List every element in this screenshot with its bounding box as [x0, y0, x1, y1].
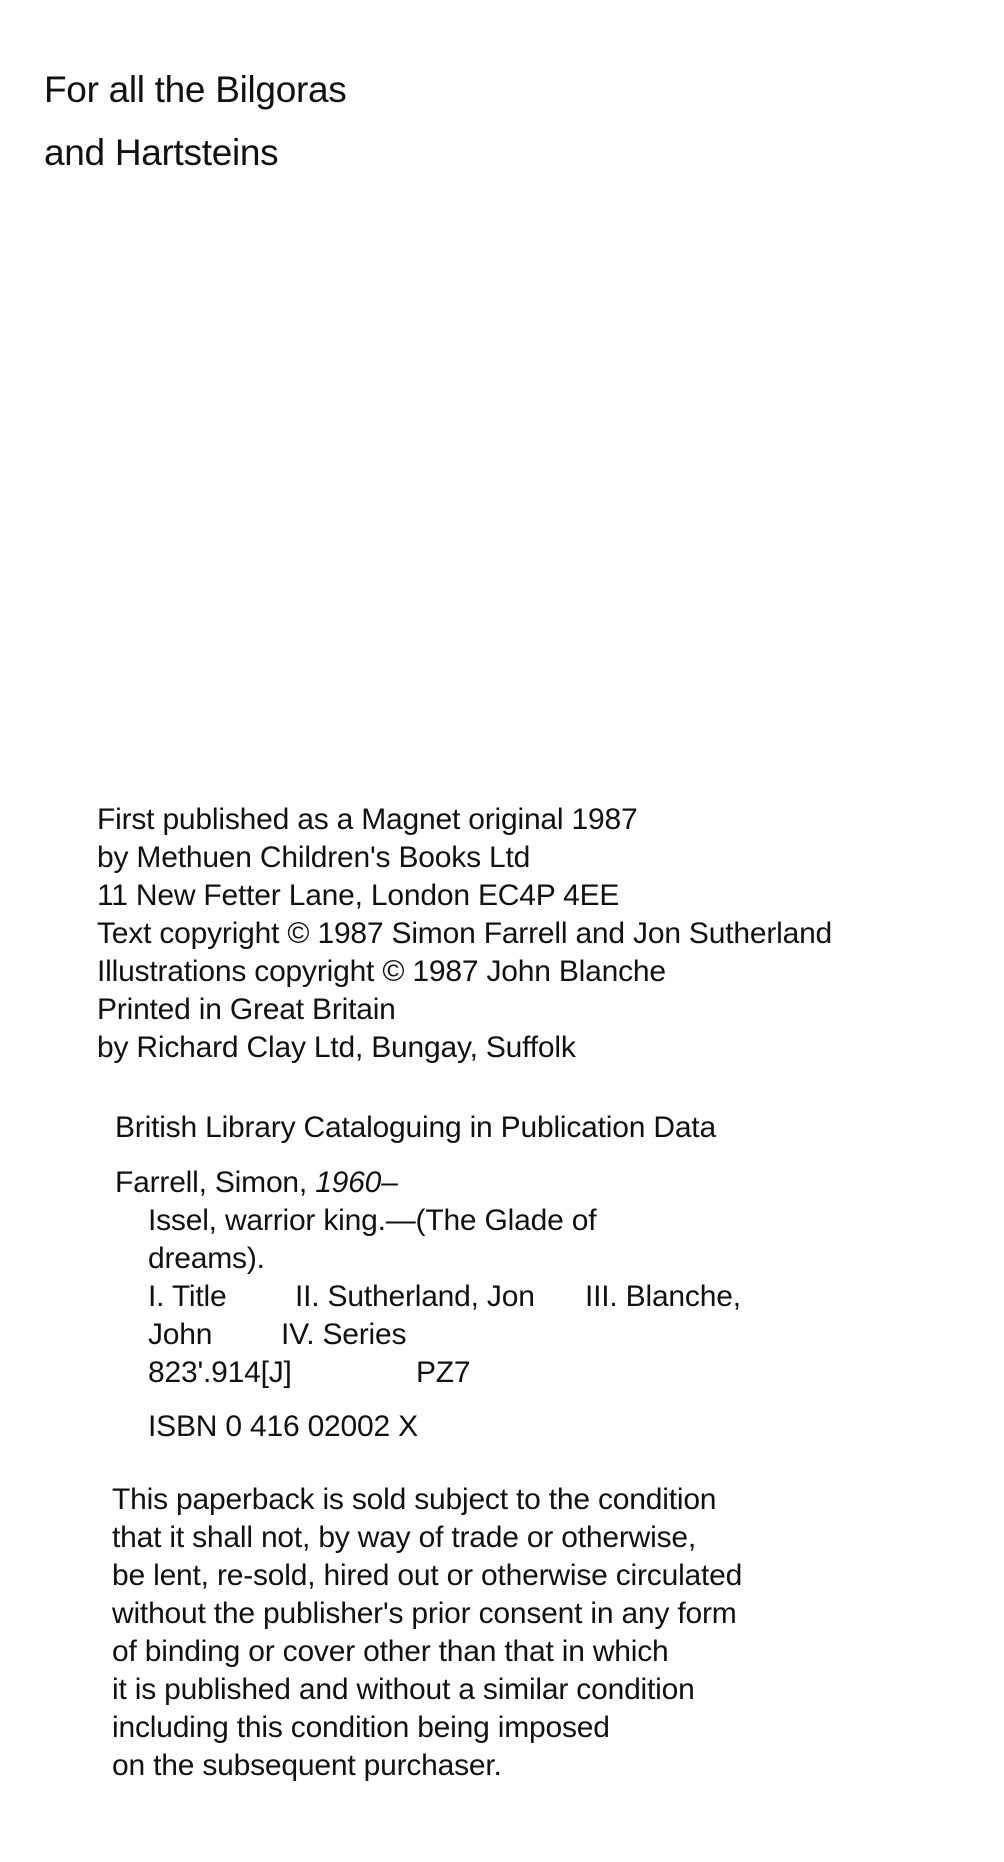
- cip-heading: [115, 1109, 716, 1147]
- cip-entry: IV. Series: [281, 1318, 407, 1351]
- condition-line: without the publisher's prior consent in any form: [112, 1597, 737, 1630]
- cip-lc-class: PZ7: [416, 1356, 471, 1389]
- cip-author-year: 1960–: [315, 1166, 398, 1199]
- condition-line: of binding or cover other than that in which: [112, 1635, 669, 1668]
- cip-record: [115, 1164, 741, 1392]
- condition-line: including this condition being imposed: [112, 1711, 610, 1744]
- condition-line: on the subsequent purchaser.: [112, 1749, 502, 1782]
- cip-entries-row: [115, 1278, 741, 1316]
- condition-line: it is published and without a similar condition: [112, 1673, 695, 1706]
- imprint-line: First published as a Magnet original 1987: [97, 803, 638, 836]
- condition-line: This paperback is sold subject to the condition: [112, 1483, 717, 1516]
- cip-classification-row: [115, 1354, 741, 1392]
- dedication-line: and Hartsteins: [44, 132, 279, 173]
- imprint-line: Illustrations copyright © 1987 John Blanche: [97, 955, 666, 988]
- isbn: ISBN 0 416 02002 X: [148, 1410, 418, 1443]
- imprint-block: [97, 801, 832, 1067]
- cip-author: [115, 1164, 741, 1202]
- cip-entry: John: [148, 1318, 213, 1351]
- imprint-line: by Methuen Children's Books Ltd: [97, 841, 531, 874]
- cip-entry: I. Title: [148, 1280, 227, 1313]
- imprint-line: 11 New Fetter Lane, London EC4P 4EE: [97, 879, 620, 912]
- imprint-line: by Richard Clay Ltd, Bungay, Suffolk: [97, 1031, 576, 1064]
- cip-entries-row: [115, 1316, 741, 1354]
- sale-condition-notice: [112, 1481, 742, 1785]
- cip-entry: III. Blanche,: [585, 1280, 741, 1313]
- cip-entry: II. Sutherland, Jon: [295, 1280, 535, 1313]
- cip-title-line: dreams).: [148, 1242, 265, 1275]
- cip-dewey: 823'.914[J]: [148, 1356, 292, 1389]
- imprint-line: Printed in Great Britain: [97, 993, 396, 1026]
- condition-line: that it shall not, by way of trade or otherwise,: [112, 1521, 697, 1554]
- imprint-line: Text copyright © 1987 Simon Farrell and Jon Sutherland: [97, 917, 833, 950]
- cip-author-name: Farrell, Simon,: [115, 1166, 308, 1199]
- condition-line: be lent, re-sold, hired out or otherwise circulated: [112, 1559, 743, 1592]
- dedication: [44, 58, 346, 184]
- dedication-line: For all the Bilgoras: [44, 69, 347, 110]
- cip-heading-text: British Library Cataloguing in Publication Data: [115, 1111, 716, 1144]
- cip-title-line: Issel, warrior king.—(The Glade of: [148, 1204, 597, 1237]
